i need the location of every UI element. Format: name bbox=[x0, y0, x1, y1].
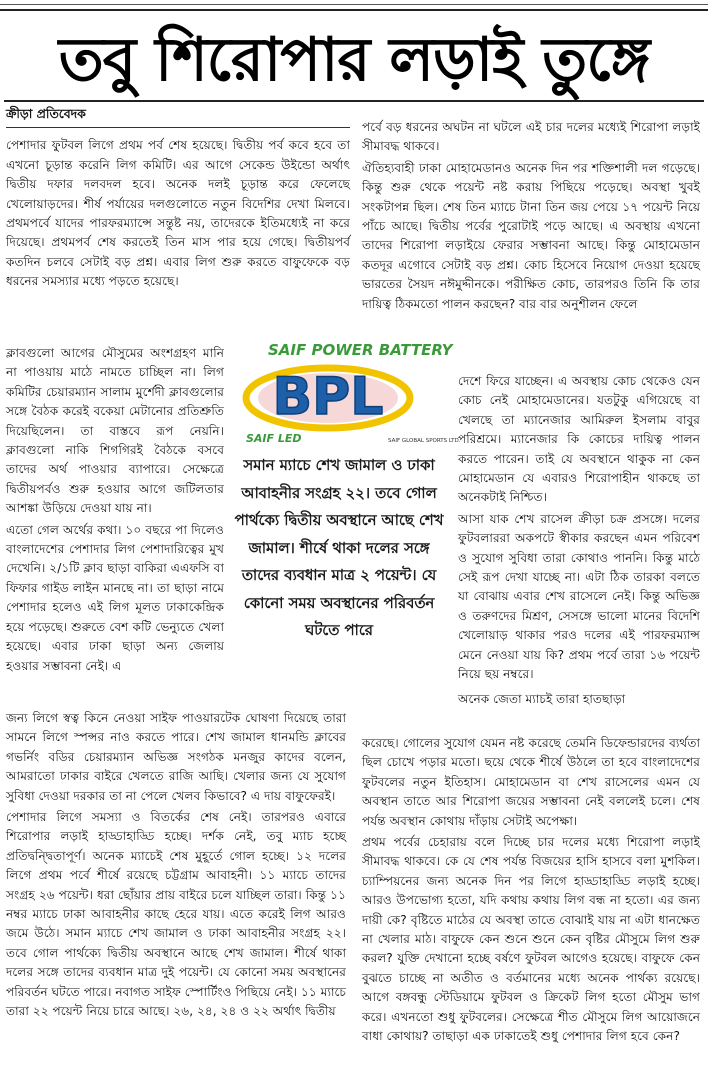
right-column-top bbox=[362, 118, 700, 370]
headline: তবু শিরোপার লড়াই তুঙ্গে bbox=[58, 25, 650, 95]
paragraph: দেশে ফিরে যাচ্ছেন। এ অবস্থায় কোচ থেকেও যেন কোচ নেই মোহামেডানের। যতটুকু এগিয়েছে বা খেলছে তা ম্যানেজার আমিরুল ইসলাম বাবুর পরিশ্রমে। ম্যানেজার কি কোচের দায়িত্ব পালন করতে পারেন। তাই যে অবস্থানে থাকুক না কেন মোহামেডান যে এবারও শিরোপাহীন থাকছে তা অনেকটাই নিশ্চিত। bbox=[458, 374, 700, 505]
headline-rule bbox=[4, 100, 704, 102]
sponsor-bottom-text: SAIF LED bbox=[246, 432, 302, 445]
paragraph: প্রথম পর্বের চেহারায় বলে দিচ্ছে চার দলের মধ্যে শিরোপা লড়াই সীমাবদ্ধ থাকবে। কে যে শেষ পর্যন্ত বিজয়ের হাসি হাসবে বলা মুশকিল। চ্যাম্পিয়নের জন্য অনেক দিন পর লিগে হাড্ডাহাড্ডি লড়াই হচ্ছে। আরও উপভোগ্য হতো, যদি কথায় কথায় লিগ বন্ধ না হতো। এর জন্য দায়ী কে? বৃষ্টিতে মাঠের যে অবস্থা তাতে বোঝাই যায় না এটা ধানক্ষেত না খেলার মাঠ। বাফুফে কেন শুনে শুনে কেন বৃষ্টির মৌসুমে লিগ শুরু করল? যুক্তি দেখানো হচ্ছে বর্ষণে ফুটবল আগেও হয়েছে। বাফুফে কেন বুঝতে চাচ্ছে না অতীত ও বর্তমানের মধ্যে অনেক পার্থক্য রয়েছে। আগে বঙ্গবন্ধু স্টেডিয়ামে ফুটবল ও ক্রিকেট লিগ হতো মৌসুম ভাগ করে। এখনতো শুধু ফুটবলের। সেক্ষেত্রে শীত মৌসুমে লিগ আয়োজনে বাধা কোথায়? তাছাড়া এক ঢাকাতেই শুধু পেশাদার লিগ হবে কেন? bbox=[362, 835, 700, 1044]
left-column-bottom bbox=[6, 709, 346, 1077]
pull-quote: সমান ম্যাচে শেখ জামাল ও ঢাকা আবাহনীর সংগ্রহ ২২। তবে গোল পার্থক্যে দ্বিতীয় অবস্থানে আছে শেখ জামাল। শীর্ষে থাকা দলের সঙ্গে তাদের ব্যবধান মাত্র ২ পয়েন্ট। যে কোনো সময় অবস্থানের পরিবর্তন ঘটতে পারে bbox=[234, 457, 444, 639]
paragraph: জন্য লিগে স্বত্ব কিনে নেওয়া সাইফ পাওয়ারটেক ঘোষণা দিয়েছে তারা সামনে লিগে স্পন্সর নাও করতে পারে। শেখ জামাল ধানমন্ডি ক্লাবের গভর্নিং বডির চেয়ারম্যান অভিজ্ঞ সংগঠক মনজুর কাদের বলেন, আমরাতো ঢাকার বাইরে খেলতে রাজি আছি। খেলার জন্য যে সুযোগ সুবিধা দেওয়া দরকার তা না পেলে খেলব কিভাবে? এ দায় বাফুফেরই। bbox=[6, 711, 346, 803]
paragraph: পর্বে বড় ধরনের অঘটন না ঘটলে এই চার দলের মধ্যেই শিরোপা লড়াই সীমাবদ্ধ থাকবে। bbox=[362, 120, 700, 154]
paragraph: পেশাদার ফুটবল লিগে প্রথম পর্ব শেষ হয়েছে। দ্বিতীয় পর্ব কবে হবে তা এখনো চূড়ান্ত করেনি লিগ কমিটি। এর আগে সেকেন্ড উইন্ডো অর্থাৎ দ্বিতীয় দফার দলবদল হবে। অনেক দলই চূড়ান্ত করে ফেলেছে খেলোয়াড়দের। শীর্ষ পর্যায়ের দলগুলোতে নতুন বিদেশির দেখা মিলবে। প্রথমপর্বে যাদের পারফরম্যান্সে সন্তুষ্ট নয়, তাদেরকে ইতিমধ্যেই না করে দিয়েছে। প্রথমপর্ব শেষ করতেই তিন মাস পার হয়ে গেছে। দ্বিতীয়পর্ব কতদিন চলবে সেটাই বড় প্রশ্ন। এবার লিগ শুরু করতে বাফুফেকে বড় ধরনের সমস্যার মধ্যে পড়তে হয়েছে। bbox=[6, 138, 350, 289]
paragraph: আসা যাক শেখ রাসেল ক্রীড়া চক্র প্রসঙ্গে। দলের ফুটবলাররা অকপটে স্বীকার করছেন এমন পরিবেশ ও সুযোগ সুবিধা তারা কোথাও পাননি। কিন্তু মাঠে সেই রূপ দেখা যাচ্ছে না। এটা ঠিক তারকা বলতে যা বোঝায় এবার শেখ রাসেলে নেই। কিন্তু অভিজ্ঞ ও তরুণদের মিশ্রণ, সেসঙ্গে ভালো মানের বিদেশি খেলোয়াড় থাকার পরও দলের এই পারফরম্যান্স মেনে নেওয়া যায় কি? প্রথম পর্বে তারা ১৬ পয়েন্ট নিয়ে ছয় নম্বরে। bbox=[458, 511, 700, 682]
sponsor-top-text: SAIF POWER BATTERY bbox=[268, 341, 453, 359]
company-text: SAIF GLOBAL SPORTS LTD. bbox=[388, 438, 461, 444]
byline-rule bbox=[6, 127, 350, 128]
paragraph: পেশাদার লিগে সমস্যা ও বিতর্কের শেষ নেই। তারপরও এবারে শিরোপার লড়াই হাড্ডাহাড্ডি হচ্ছে। দর্শক নেই, তবু ম্যাচ হচ্ছে প্রতিদ্বন্দ্বিতাপূর্ণ। অনেক ম্যাচেই শেষ মুহূর্তে গোল হচ্ছে। ১২ দলের লিগে প্রথম পর্বে শীর্ষে রয়েছে চট্টগ্রাম আবাহনী। ১১ ম্যাচে তাদের সংগ্রহ ২৬ পয়েন্ট। ধরা ছোঁয়ার প্রায় বাইরে চলে যাচ্ছিল তারা। কিন্তু ১১ নম্বর ম্যাচে ঢাকা আবাহনীর কাছে হেরে যায়। এতে করেই লিগ আরও জমে উঠে। সমান ম্যাচে শেখ জামাল ও ঢাকা আবাহনীর সংগ্রহ ২২। তবে গোল পার্থক্যে দ্বিতীয় অবস্থানে আছে শেখ জামাল। শীর্ষে থাকা দলের সঙ্গে তাদের ব্যবধান মাত্র দুই পয়েন্ট। যে কোনো সময় অবস্থানের পরিবর্তন ঘটতে পারে। নবাগত সাইফ স্পোর্টিংও পিছিয়ে নেই। ১১ ম্যাচে তারা ২২ পয়েন্ট নিয়ে চারে আছে। ২৬, ২৪, ২৪ ও ২২ অর্থাৎ দ্বিতীয় bbox=[6, 810, 346, 1019]
top-rule bbox=[0, 4, 708, 11]
right-column-narrow bbox=[458, 372, 700, 690]
paragraph: ক্লাবগুলো আগের মৌসুমের অংশগ্রহণ মানি না পাওয়ায় মাঠে নামতে চাচ্ছিল না। লিগ কমিটির চেয়ারম্যান সালাম মুর্শেদী ক্লাবগুলোর সঙ্গে বৈঠক করেই বকেয়া মেটানোর প্রতিশ্রুতি দিয়েছিলেন। তা বাস্তবে রূপ নেয়নি। ক্লাবগুলো নাকি শিগগিরই বৈঠকে বসবে তাদের অর্থ পাওয়ার ব্যাপারে। সেক্ষেত্রে দ্বিতীয়পর্বও শুরু হওয়ার আগে জটিলতার আশঙ্কা উড়িয়ে দেওয়া যায় না। bbox=[6, 346, 224, 516]
paragraph: অনেক জেতা ম্যাচই তারা হাতছাড়া bbox=[458, 692, 626, 706]
paragraph: করেছে। গোলের সুযোগ যেমন নষ্ট করেছে তেমনি ডিফেন্ডারদের ব্যর্থতা ছিল চোখে পড়ার মতো। ছয়ে থেকে শীর্ষে উঠলে তা হবে বাংলাদেশের ফুটবলের নতুন ইতিহাস। মোহামেডান বা শেখ রাসেলের এমন যে অবস্থান তাতে আর শিরোপা জয়ের সম্ভাবনা নেই বললেই চলে। শেষ পর্যন্ত অবস্থান কোথায় দাঁড়ায় সেটাই অপেক্ষা। bbox=[362, 736, 700, 828]
left-column-top bbox=[6, 104, 350, 340]
left-column-narrow bbox=[6, 344, 224, 708]
paragraph: এতো গেল অর্থের কথা। ১০ বছরে পা দিলেও বাংলাদেশের পেশাদার লিগ পেশাদারিত্বের মুখ দেখেনি। ২/১টি ক্লাব ছাড়া বাকিরা এএফসি বা ফিফার গাইড লাইন মানছে না। তা ছাড়া নামে পেশাদার হলেও এই লিগ মূলত ঢাকাকেন্দ্রিক হয়ে পড়েছে। শুরুতে বেশ কটি ভেন্যুতে খেলা হয়েছে। এবার ঢাকা ছাড়া অন্য জেলায় হওয়ার সম্ভাবনা নেই। এ bbox=[6, 522, 224, 673]
brand-text: BPL bbox=[272, 367, 384, 427]
byline: ক্রীড়া প্রতিবেদক bbox=[6, 106, 86, 121]
right-column-narrow-end bbox=[458, 690, 700, 732]
right-column-bottom bbox=[362, 734, 700, 1078]
paragraph: ঐতিহ্যবাহী ঢাকা মোহামেডানও অনেক দিন পর শক্তিশালী দল গড়েছে। কিন্তু শুরু থেকে পয়েন্ট নষ্ট করায় পিছিয়ে পড়েছে। অবস্থা খুবই সংকটাপন্ন ছিল। শেষ তিন ম্যাচে টানা তিন জয় পেয়ে ১৭ পয়েন্ট নিয়ে পাঁচে আছে। দ্বিতীয় পর্বের পুরোটাই পড়ে আছে। এ অবস্থায় এখনো তাদের শিরোপা লড়াইয়ে ফেরার সম্ভাবনা আছে। কিন্তু মোহামেডান কতদূর এগোবে সেটাই বড় প্রশ্ন। কোচ হিসেবে নিয়োগ দেওয়া হয়েছে ভারতের সৈয়দ নঈমুদ্দীনকে। পরীক্ষিত কোচ, তারপরও তিনি কি তার দায়িত্ব ঠিকমতো পালন করছেন? বার বার অনুশীলন ফেলে bbox=[362, 160, 700, 311]
